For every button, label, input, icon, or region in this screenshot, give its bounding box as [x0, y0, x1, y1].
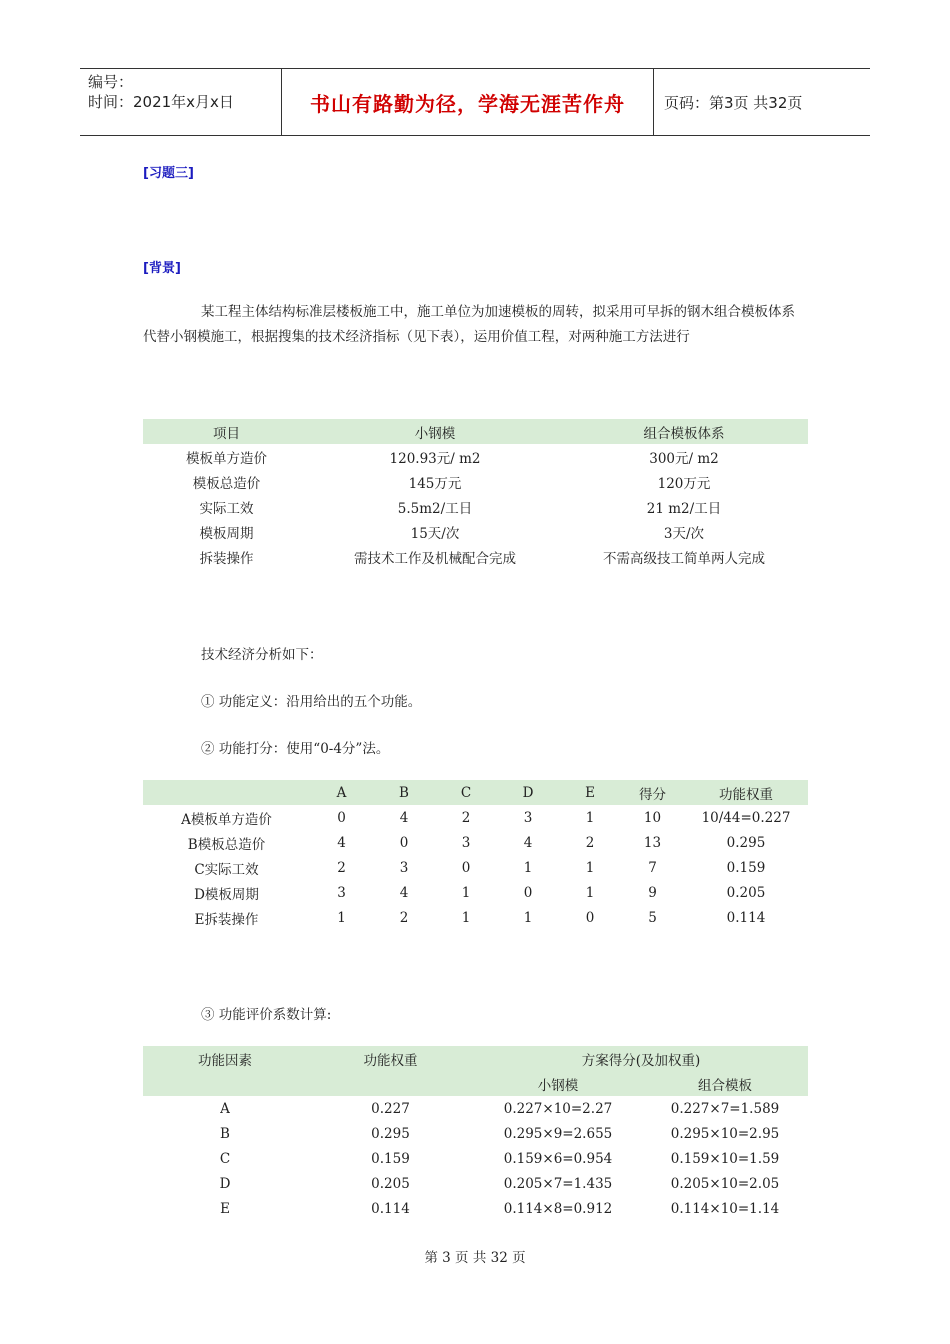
table-row — [143, 1196, 808, 1221]
table-row — [143, 805, 808, 830]
table-cell: 0.295×10=2.95 — [670, 1125, 780, 1142]
header-cell: 组合模板体系 — [560, 419, 808, 444]
table-cell: 2 — [337, 859, 346, 876]
evaluation-table-header — [143, 1046, 808, 1071]
table-cell: 5.5m2/工日 — [397, 500, 473, 517]
step-evaluation-coefficient: ③ 功能评价系数计算: — [201, 1007, 332, 1023]
table-cell: D模板周期 — [194, 886, 259, 903]
table-cell: 3 — [337, 884, 346, 901]
table-cell: C实际工效 — [194, 861, 259, 878]
evaluation-table — [143, 1046, 808, 1221]
table-cell: 3 — [523, 809, 533, 826]
table-cell: 1 — [523, 859, 533, 876]
indicator-table-header — [143, 419, 808, 444]
page-footer: 第 3 页 共 32 页 — [424, 1250, 526, 1266]
table-cell: E — [220, 1200, 230, 1217]
table-cell: 3 — [399, 859, 409, 876]
table-cell: 4 — [337, 834, 346, 851]
header-cell: 功能因素 — [143, 1046, 307, 1071]
table-row — [143, 444, 808, 469]
table-row — [143, 880, 808, 905]
header-cell — [143, 1071, 307, 1096]
table-cell: 5 — [648, 909, 657, 926]
header-cell: 功能权重 — [684, 780, 808, 805]
evaluation-table-subheader — [143, 1071, 808, 1096]
table-cell: 0.227 — [371, 1100, 410, 1117]
header-cell: 小钢模 — [310, 419, 560, 444]
step-function-definition: ① 功能定义：沿用给出的五个功能。 — [201, 694, 422, 710]
table-cell: E拆装操作 — [194, 911, 259, 928]
table-cell: 0.114 — [371, 1200, 410, 1217]
table-cell: 0.295×9=2.655 — [503, 1125, 613, 1142]
table-cell: 10/44=0.227 — [701, 809, 791, 826]
table-cell: 2 — [585, 834, 595, 851]
header-cell: C — [435, 780, 497, 805]
background-text: 某工程主体结构标准层楼板施工中，施工单位为加速模板的周转，拟采用可早拆的钢木组合模板体系代替小钢模施工，根据搜集的技术经济指标（见下表），运用价值工程，对两种施工方法进行 — [143, 304, 795, 345]
table-cell: 拆装操作 — [199, 550, 254, 567]
table-cell: 不需高级技工简单两人完成 — [603, 550, 765, 567]
table-cell: 1 — [523, 909, 533, 926]
table-row — [143, 519, 808, 544]
table-cell: 模板总造价 — [192, 475, 261, 492]
table-cell: 0.295 — [371, 1125, 410, 1142]
table-cell: B模板总造价 — [187, 836, 266, 853]
table-cell: 1 — [461, 884, 471, 901]
table-cell: D — [219, 1175, 231, 1192]
table-cell: 7 — [648, 859, 657, 876]
table-cell: 0 — [523, 884, 533, 901]
table-cell: 0 — [337, 809, 346, 826]
table-cell: 2 — [461, 809, 471, 826]
header-cell: 方案得分(及加权重) — [474, 1046, 808, 1071]
table-cell: 0.159 — [371, 1150, 410, 1167]
table-cell: 0.295 — [726, 834, 766, 851]
table-cell: 1 — [585, 859, 595, 876]
step-function-scoring: ② 功能打分：使用“0-4分”法。 — [201, 741, 390, 757]
table-cell: 0 — [399, 834, 409, 851]
table-cell: 120.93元/ m2 — [389, 450, 481, 467]
table-cell: A模板单方造价 — [181, 811, 272, 828]
header-cell: 得分 — [621, 780, 684, 805]
table-cell: 0.159 — [726, 859, 766, 876]
table-row — [143, 1096, 808, 1121]
table-cell: 1 — [461, 909, 471, 926]
header-cell: 组合模板 — [642, 1071, 808, 1096]
background-title: [背景] — [143, 261, 181, 276]
header-cell: 功能权重 — [307, 1046, 474, 1071]
table-cell: 2 — [399, 909, 409, 926]
exercise-title: [习题三] — [143, 166, 194, 181]
scoring-table-header — [143, 780, 808, 805]
doc-time-label: 时间：2021年x月x日 — [88, 93, 234, 111]
table-cell: 0.205×7=1.435 — [503, 1175, 613, 1192]
header-cell: A — [310, 780, 373, 805]
table-cell: 0.114×10=1.14 — [670, 1200, 780, 1217]
table-row — [143, 544, 808, 569]
table-cell: 1 — [585, 884, 595, 901]
header-cell: B — [373, 780, 435, 805]
table-cell: 0.227×7=1.589 — [670, 1100, 780, 1117]
table-cell: A — [220, 1100, 230, 1117]
table-cell: 0.205×10=2.05 — [670, 1175, 780, 1192]
header-cell — [143, 780, 310, 805]
table-cell: 10 — [643, 809, 662, 826]
table-cell: 1 — [337, 909, 346, 926]
table-cell: 120万元 — [657, 475, 711, 492]
table-cell: 0.205 — [726, 884, 766, 901]
table-row — [143, 905, 808, 930]
table-cell: 13 — [643, 834, 662, 851]
table-row — [143, 494, 808, 519]
table-row — [143, 830, 808, 855]
table-cell: 模板周期 — [199, 525, 254, 542]
header-meta — [80, 69, 282, 135]
header-cell: 项目 — [143, 419, 310, 444]
header-cell: E — [559, 780, 621, 805]
header-page-cell — [654, 69, 870, 135]
header-motto-cell — [282, 69, 654, 135]
page-header — [80, 68, 870, 136]
table-cell: 0 — [585, 909, 595, 926]
header-cell — [307, 1071, 474, 1096]
table-cell: 3 — [461, 834, 471, 851]
table-cell: 0.114×8=0.912 — [503, 1200, 613, 1217]
table-row — [143, 469, 808, 494]
table-cell: B — [220, 1125, 230, 1142]
table-cell: 9 — [648, 884, 657, 901]
table-row — [143, 1146, 808, 1171]
table-cell: 0.159×6=0.954 — [503, 1150, 613, 1167]
table-row — [143, 855, 808, 880]
header-motto: 书山有路勤为径，学海无涯苦作舟 — [310, 91, 625, 116]
table-cell: 15天/次 — [410, 525, 460, 542]
table-cell: 0.205 — [371, 1175, 410, 1192]
header-cell: 小钢模 — [474, 1071, 642, 1096]
table-row — [143, 1171, 808, 1196]
indicator-table — [143, 419, 808, 569]
table-cell: C — [219, 1150, 231, 1167]
table-cell: 4 — [399, 809, 409, 826]
table-cell: 实际工效 — [199, 500, 254, 517]
table-cell: 0.159×10=1.59 — [670, 1150, 780, 1167]
table-row — [143, 1121, 808, 1146]
header-cell: D — [497, 780, 559, 805]
table-cell: 4 — [399, 884, 409, 901]
table-cell: 21 m2/工日 — [646, 500, 722, 517]
analysis-intro: 技术经济分析如下： — [201, 647, 323, 663]
table-cell: 需技术工作及机械配合完成 — [354, 550, 516, 567]
table-cell: 4 — [523, 834, 533, 851]
table-cell: 3天/次 — [663, 525, 705, 542]
background-paragraph — [143, 300, 808, 350]
doc-number-label: 编号： — [88, 73, 134, 91]
table-cell: 1 — [585, 809, 595, 826]
table-cell: 模板单方造价 — [186, 450, 267, 467]
table-cell: 0 — [461, 859, 471, 876]
table-cell: 0.227×10=2.27 — [503, 1100, 613, 1117]
header-page-label: 页码：第3页 共32页 — [664, 93, 803, 112]
scoring-table — [143, 780, 808, 930]
table-cell: 300元/ m2 — [649, 450, 719, 467]
table-cell: 0.114 — [726, 909, 766, 926]
table-cell: 145万元 — [408, 475, 462, 492]
